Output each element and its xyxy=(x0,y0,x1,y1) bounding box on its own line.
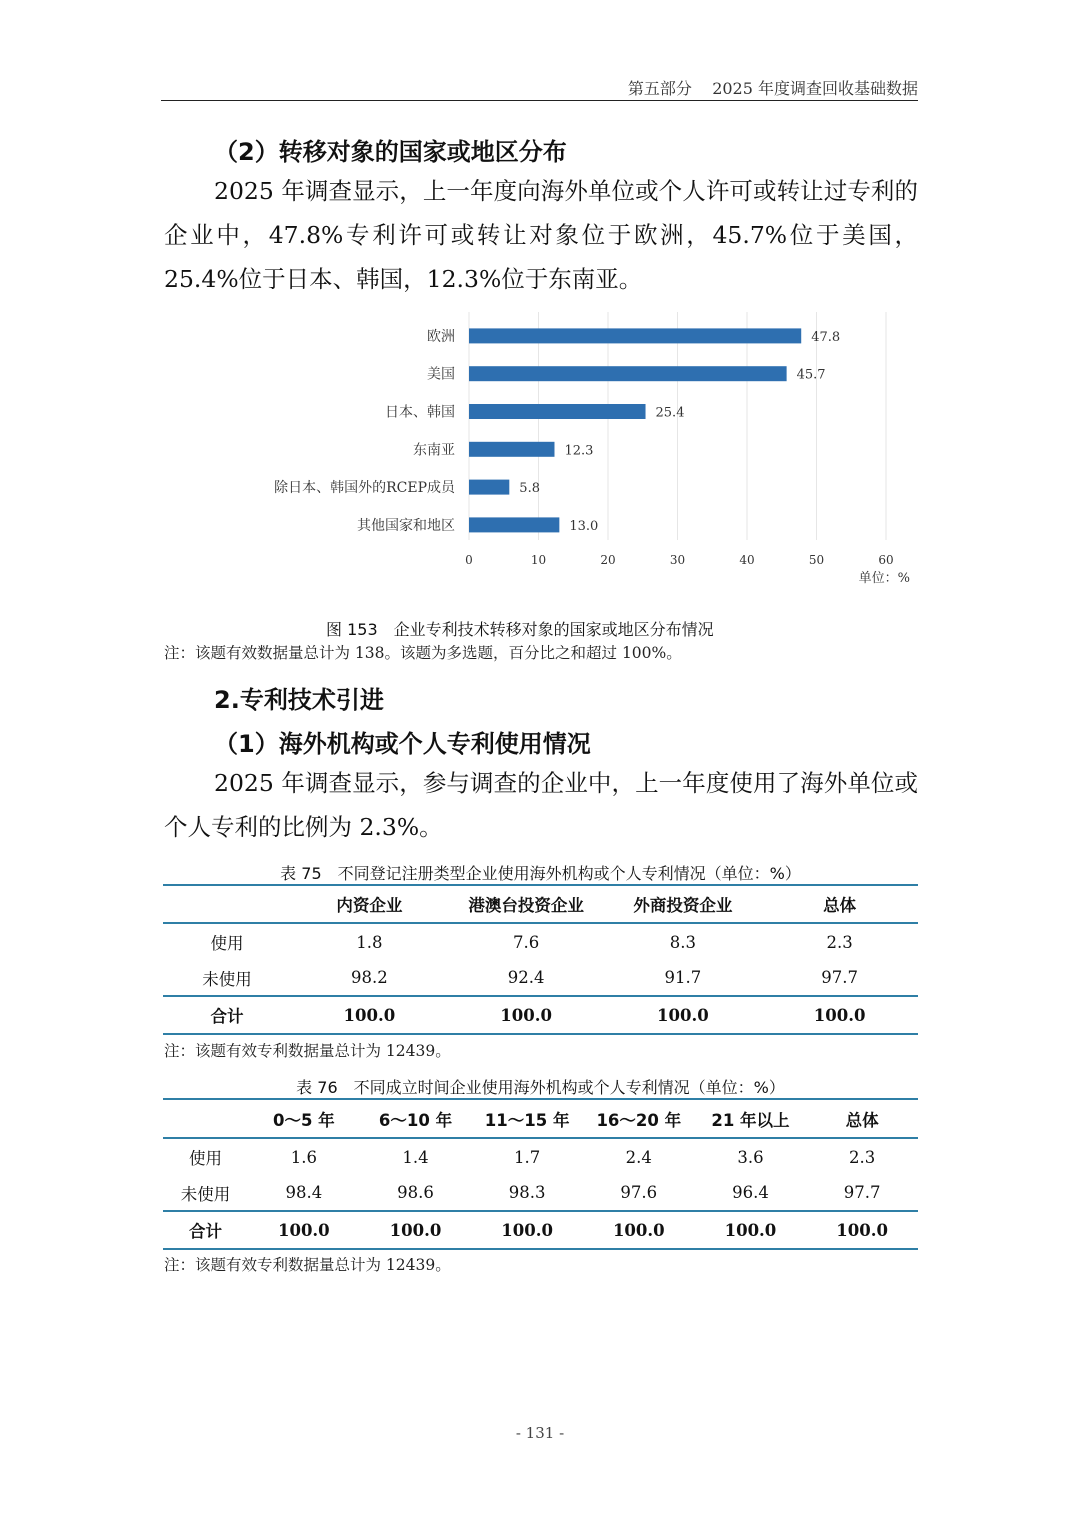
table-row-total xyxy=(163,1211,918,1249)
table75-cell: 91.7 xyxy=(664,968,702,987)
table75-header-cell xyxy=(163,885,291,923)
table75-cell: 1.8 xyxy=(356,932,383,952)
table-row-total xyxy=(163,996,918,1034)
table76-note: 注：该题有效专利数据量总计为 12439。 xyxy=(164,1256,451,1274)
page-number: - 131 - xyxy=(515,1424,565,1442)
table75-cell: 100.0 xyxy=(291,996,448,1034)
table-row xyxy=(163,923,918,960)
figure-note: 注：该题有效数据量总计为 138。该题为多选题，百分比之和超过 100%。 xyxy=(164,644,682,662)
table75-cell: 92.4 xyxy=(507,968,545,987)
table76-header-row xyxy=(163,1099,918,1138)
section-heading-transfer-regions: （2）转移对象的国家或地区分布 xyxy=(214,138,567,166)
table76-row-label: 使用 xyxy=(189,1149,222,1168)
table75-cell: 8.3 xyxy=(669,932,696,952)
chart-bar xyxy=(469,442,554,457)
table75-header-row xyxy=(163,885,918,923)
subsection-heading-overseas-patent-use: （1）海外机构或个人专利使用情况 xyxy=(214,730,591,758)
table-row xyxy=(163,960,918,996)
table76-cell: 98.6 xyxy=(397,1183,434,1202)
table75 xyxy=(163,884,918,1035)
table76-header-cell: 0～5 年 xyxy=(248,1099,360,1138)
table75-cell: 98.2 xyxy=(351,968,388,987)
chart-bar xyxy=(469,328,801,343)
chart-bar xyxy=(469,517,559,532)
chart-category-label: 东南亚 xyxy=(413,442,455,459)
table76-cell: 98.3 xyxy=(508,1183,546,1202)
table76-cell: 3.6 xyxy=(737,1147,764,1167)
chart-data-label: 5.8 xyxy=(519,481,540,497)
header-part: 第五部分 xyxy=(627,79,692,98)
table76-header-cell: 21 年以上 xyxy=(695,1099,807,1138)
chart-x-tick-label: 40 xyxy=(739,553,755,567)
paragraph-transfer-regions xyxy=(164,169,918,301)
table75-header-cell: 内资企业 xyxy=(291,885,448,923)
table76-cell: 100.0 xyxy=(360,1211,472,1249)
table76-cell: 97.6 xyxy=(620,1183,658,1202)
table76-caption: 表 76 不同成立时间企业使用海外机构或个人专利情况（单位：%） xyxy=(296,1078,785,1097)
header-rule xyxy=(161,100,918,101)
chart-category-label: 美国 xyxy=(427,366,455,383)
table-row xyxy=(163,1138,918,1175)
chart-category-label: 欧洲 xyxy=(427,328,455,345)
table-row xyxy=(163,1175,918,1211)
chart-category-label: 除日本、韩国外的RCEP成员 xyxy=(274,480,455,497)
chart-data-label: 13.0 xyxy=(569,518,599,534)
table76-cell: 1.6 xyxy=(290,1147,317,1167)
chart-bar xyxy=(469,480,509,495)
table76-cell: 100.0 xyxy=(471,1211,583,1249)
table76-cell: 100.0 xyxy=(695,1211,807,1249)
section-heading-patent-introduction: 2.专利技术引进 xyxy=(214,686,384,714)
running-header xyxy=(628,76,918,99)
chart-x-tick-label: 0 xyxy=(465,553,473,567)
chart-x-tick-label: 20 xyxy=(600,553,616,567)
table75-header-cell: 外商投资企业 xyxy=(605,885,762,923)
table76-header-cell: 总体 xyxy=(806,1099,918,1138)
table76-cell: 100.0 xyxy=(583,1211,695,1249)
figure-caption: 图 153 企业专利技术转移对象的国家或地区分布情况 xyxy=(326,620,714,639)
chart-data-label: 45.7 xyxy=(796,367,826,383)
table76-header-cell xyxy=(163,1099,248,1138)
table76-cell: 100.0 xyxy=(806,1211,918,1249)
table75-header-cell: 总体 xyxy=(761,885,918,923)
header-title: 2025 年度调查回收基础数据 xyxy=(712,79,918,98)
table76-row-label: 未使用 xyxy=(180,1184,231,1204)
chart-x-tick-label: 50 xyxy=(808,553,825,567)
paragraph-overseas-patent-use xyxy=(164,761,918,849)
chart-category-label: 其他国家和地区 xyxy=(357,517,455,534)
chart-x-tick-label: 60 xyxy=(878,553,894,567)
chart-x-tick-label: 30 xyxy=(669,553,686,567)
table76-cell: 97.7 xyxy=(843,1183,881,1202)
table75-header-cell: 港澳台投资企业 xyxy=(448,885,605,923)
table76-cell: 96.4 xyxy=(732,1183,769,1202)
table75-caption: 表 75 不同登记注册类型企业使用海外机构或个人专利情况（单位：%） xyxy=(280,864,801,883)
table76 xyxy=(163,1098,918,1250)
table76-cell: 100.0 xyxy=(248,1211,360,1249)
chart-bar xyxy=(469,404,646,419)
table76-cell: 2.4 xyxy=(625,1147,652,1167)
chart-bar xyxy=(469,366,787,381)
table76-header-cell: 6～10 年 xyxy=(360,1099,472,1138)
chart-data-label: 25.4 xyxy=(655,405,685,421)
table76-header-cell: 11～15 年 xyxy=(471,1099,583,1138)
paragraph-text: 2025 年调查显示，参与调查的企业中，上一年度使用了海外单位或个人专利的比例为 2.3%。 xyxy=(164,769,918,841)
table75-cell: 100.0 xyxy=(761,996,918,1034)
chart-data-label: 12.3 xyxy=(564,443,594,459)
table75-cell: 100.0 xyxy=(448,996,605,1034)
table76-header-cell: 16～20 年 xyxy=(583,1099,695,1138)
chart-x-tick-label: 10 xyxy=(530,553,547,567)
table75-row-label: 合计 xyxy=(163,996,291,1034)
table75-cell: 2.3 xyxy=(826,932,853,952)
chart-svg xyxy=(160,310,920,590)
table75-row-label: 未使用 xyxy=(202,969,252,989)
table76-row-label: 合计 xyxy=(163,1211,248,1249)
chart-category-label: 日本、韩国 xyxy=(385,404,455,421)
paragraph-text: 2025 年调查显示，上一年度向海外单位或个人许可或转让过专利的企业中，47.8%专利许可或转让对象位于欧洲，45.7%位于美国，25.4%位于日本、韩国，12.3%位于东南亚。 xyxy=(164,177,918,293)
chart-data-label: 47.8 xyxy=(811,329,841,345)
table75-cell: 100.0 xyxy=(605,996,762,1034)
table76-cell: 2.3 xyxy=(849,1147,876,1167)
table76-cell: 1.4 xyxy=(402,1147,429,1167)
chart-unit-label: 单位：% xyxy=(858,571,910,586)
table75-note: 注：该题有效专利数据量总计为 12439。 xyxy=(164,1042,451,1060)
table75-cell: 97.7 xyxy=(821,968,858,987)
table76-cell: 1.7 xyxy=(514,1147,541,1167)
bar-chart-transfer-regions xyxy=(160,310,920,590)
table75-row-label: 使用 xyxy=(210,934,244,953)
table76-cell: 98.4 xyxy=(285,1183,323,1202)
table75-cell: 7.6 xyxy=(513,932,540,952)
